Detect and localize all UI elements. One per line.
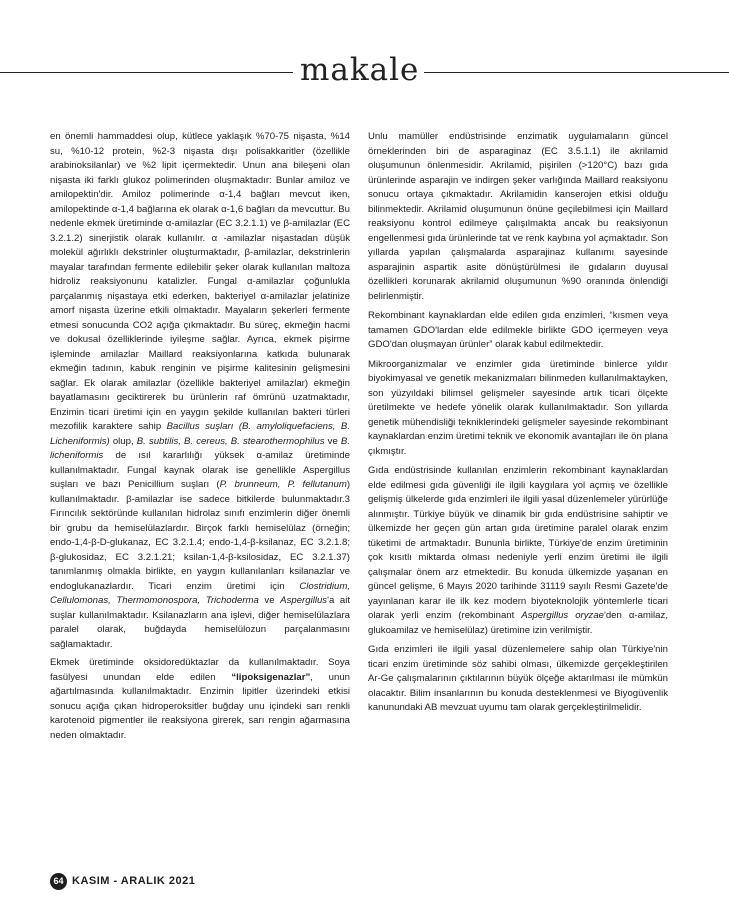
section-title: makale (300, 52, 420, 88)
paragraph: Unlu mamüller endüstrisinde enzimatik uygulamaların güncel örneklerinden biri de asparaginaz (EC 3.5.1.1) ile akrilamid oluşumunun önlenmesidir. Akrilamid, pişirilen (>120°C) bazı gıda ürünlerinde asparajin ve indirgen şeker varlığında Maillard reaksiyonu sonucu ortaya çıkmaktadır. Akrilamidin kanserojen etkisi olduğu bilinmektedir. Akrilamid oluşumunun önüne geçilebilmesi için Maillard reaksiyonu kontrol edilmeye çalışılmakta ancak bu reaksiyonun engellenmesi gıda ürünlerinde tat ve renk kaybına yol açmaktadır. Son yıllarda yapılan çalışmalarda asparajinaz kullanımı sayesinde asparajinin aspartik asite dönüştürülmesi ile gıdaların duyusal özellikleri korunarak akrilamid oluşumunun %90 oranında önlendiği belirlenmiştir. (368, 131, 668, 302)
magazine-header (0, 50, 729, 90)
issue-date: KASIM - ARALIK 2021 (72, 875, 196, 887)
right-column (368, 130, 668, 721)
header-rule-left (0, 72, 293, 73)
header-rule-right (424, 72, 729, 73)
page-number: 64 (50, 873, 67, 890)
paragraph: en önemli hammaddesi olup, kütlece yaklaşık %70-75 nişasta, %14 su, %10-12 protein, %2-3 nişasta dışı polisakkaritler (özellikle arabinoksilanlar) ve %2 lipit içermektedir. Unun ana bileşeni olan nişasta iki farklı glukoz polimerinden oluşmaktadır: Bunlar amiloz ve amilopektin'dir. Amiloz polimerinde α-1,4 bağları mevcut iken, amilopektinde α-1,4 bağlarına ek olarak α-1,6 bağları da mevcuttur. Bu nedenle ekmek üretiminde α-amilazlar (EC 3.2.1.1) ve β-amilazlar (EC 3.2.1.2) sinerjistik olarak kullanılır. α -amilazlar nişastadan düşük molekül ağırlıklı dekstrinler oluşturmaktadır, β-amilazlar, dekstrinlerin mayalar tarafından fermente edilebilir şeker olarak kullanılan maltoza hidroliz reaksiyonunu katalizler. Fungal α-amilazlar çoğunlukla parçalanmış nişastaya etki ederken, bakteriyel α-amilazlar jelatinize amorf nişasta üzerine etkili olmaktadır. Mayaların şekerleri fermente etmesi sonucunda CO2 açığa çıkmaktadır. Bu süreç, ekmeğin hacmi ve dokusal özelliklerinde iyileşme sağlar. Ayrıca, ekmek pişirme işleminde amilazlar Maillard reaksiyonlarına katkıda bulunarak ekmeğin tadının, kabuk renginin ve pişirme kalitesinin gelişmesini sağlar. Ek olarak amilazlar (özellikle bakteriyel amilazlar) ekmeğin bayatlamasını geciktirerek bu ürünlerin raf ömrünü uzatmaktadır, Enzimin ticari üretimi için en yaygın şekilde kullanılan bakteri türleri mezofilik karaktere sahip Bacillus suşları (B. amyloliquefaciens, B. Licheniformis) olup, B. subtilis, B. cereus, B. stearothermophilus ve B. licheniformis de ısıl kararlılığı yüksek α-amilaz üretiminde kullanılmaktadır. Fungal kaynak olarak ise genellikle Aspergillus suşları ve bazı Penicillium suşları (P. brunneum, P. fellutanum) kullanılmaktadır. β-amilazlar ise sadece bitkilerde bulunmaktadır.3 Fırıncılık sektöründe kullanılan hidrolaz sınıfı enzimlerin diğer önemli bir grubu da hemiselülazlardır. Birçok farklı hemiselülaz (örneğin; endo-1,4-β-D-glukanaz, EC 3.2.1.4; endo-1,4-β-ksilanaz, EC 3.2.1.8; β-glukosidaz, EC 3.2.1.21; ksilan-1,4-β-ksilosidaz, EC 3.2.1.37) tanımlanmış olmakla birlikte, en yaygın kullanılanları ksilanazlar ve endoglukanazlardır. Ticari enzim üretimi için Clostridium, Cellulomonas, Thermomonospora, Trichoderma ve Aspergillus'a ait suşlar kullanılmaktadır. Ksilanazların ana işlevi, diğer hemiselülazlara paralel olarak, buğdayda hemiselülozun parçalanmasını sağlamaktadır. (50, 131, 351, 650)
paragraph: Mikroorganizmalar ve enzimler gıda üretiminde binlerce yıldır biyokimyasal ve genetik mekanizmaları bilinmeden kullanılmaktayken, son yüzyıldaki bilimsel gelişmeler sayesinde artık ticari ölçekte üretilmekte ve hedefe yönelik olarak kullanılmaktadır. Son yıllarda genetik mühendisliği tekniklerindeki gelişmeler sayesinde rekombinant kaynaklardan enzim üretimi teknik ve ekonomik avantajları ile ön plana çıkmıştır. (368, 358, 668, 457)
paragraph: Rekombinant kaynaklardan elde edilen gıda enzimleri, “kısmen veya tamamen GDO'lardan elde edilmekle birlikte GDO içermeyen veya GDO'dan oluşmayan ürünler” olarak kabul edilmektedir. (368, 310, 668, 350)
left-column (50, 130, 350, 747)
paragraph: Ekmek üretiminde oksidoredüktazlar da kullanılmaktadır. Soya fasülyesi unundan elde edilen “lipoksigenazlar”, unun ağartılmasında kullanılmaktadır. Enzimin lipitler üzerindeki etkisi sonucu açığa çıkan hidroperoksitler buğday unu içindeki sarı renkli karotenoid pigmentler ile reaksiyona girerek, sarı rengin ağarmasına neden olmaktadır. (50, 657, 350, 741)
page-footer (50, 872, 195, 890)
paragraph: Gıda endüstrisinde kullanılan enzimlerin rekombinant kaynaklardan elde edilmesi gıda güvenliği ile ilgili kaygılara yol açmış ve özellikle gelişmiş ülkelerde gıda enzimleri ile ilgili yasal düzenlemeler yürürlüğe alınmıştır. Türkiye büyük ve dinamik bir gıda endüstrisine sahiptir ve ülkemizde her geçen gün artan gıda üretimine paralel olarak enzim tüketimi de artmaktadır. Bununla birlikte, Türkiye'de enzim üretiminin çok kısıtlı miktarda olması nedeniyle yerli enzim üretimi ile ilgili çalışmalar önem arz etmektedir. Bu konuda ülkemizde yaşanan en güncel gelişme, 6 Mayıs 2020 tarihinde 31119 sayılı Resmi Gazete'de yayınlanan karar ile ilk kez modern biyoteknolojik yöntemlerle ticari olarak yerli enzim (rekombinant Aspergillus oryzae'den α-amilaz, glukoamilaz ve hemiselülaz) üretimine izin verilmiştir. (368, 465, 668, 636)
paragraph: Gıda enzimleri ile ilgili yasal düzenlemelere sahip olan Türkiye'nin ticari enzim üretiminde söz sahibi olması, ülkemizde gerçekleştirilen Ar-Ge çalışmalarının çıktılarının büyük ölçeğe aktarılması ile mümkün olacaktır. Bilim insanlarının bu konuda desteklenmesi ve Biyogüvenlik kanunundaki AB mevzuat uyumu tam olarak gerçekleştirilmelidir. (368, 644, 668, 713)
